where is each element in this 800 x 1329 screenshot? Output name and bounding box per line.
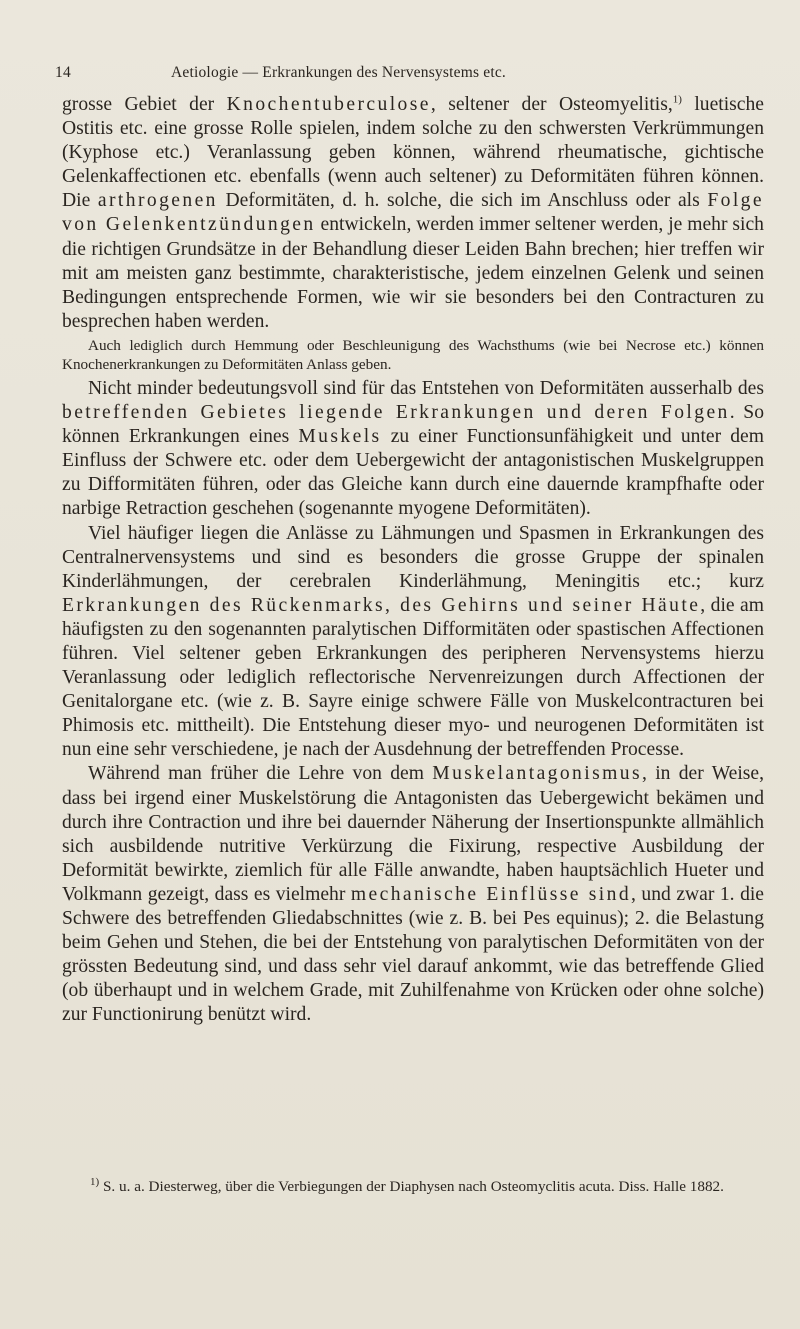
text-run: , seltener der Osteomyelitis, bbox=[430, 94, 673, 115]
footnote bbox=[62, 1177, 764, 1197]
footnote-text: S. u. a. Diesterweg, über die Verbiegungen der Diaphysen nach Osteomyclitis acuta. Diss. Halle 1882. bbox=[99, 1178, 724, 1195]
text-run: entwickeln, werden immer seltener werden, je mehr sich die richtigen Grundsätze in der Behandlung dieser Leiden Bahn brechen; hier treffen wir mit am meisten ganz bestimmte, charakteristische, jedem einzelnen Gelenk und seinen Bedingungen entsprechende Formen, wie wir sie besonders bei den Contracturen zu besprechen haben werden. bbox=[62, 214, 764, 332]
emphasized-text: Knochentuberculose bbox=[226, 94, 431, 115]
text-run: . So können Erkrankungen eines bbox=[62, 402, 764, 448]
text-run: , die am häufigsten zu den sogenannten paralytischen Difformitäten oder spastischen Affectionen führen. Viel seltener geben Erkrankungen des peripheren Nervensystems hierzu Veranlassung oder lediglich reflectorische Nervenreizungen durch Affectionen der Genitalorgane etc. (wie z. B. Sayre einige schwere Fälle von Muskelcontracturen bei Phimosis etc. mittheilt). Die Entstehung dieser myo- und neurogenen Deformitäten ist nun eine sehr verschiedene, je nach der Ausdehnung der betreffenden Processe. bbox=[62, 594, 764, 761]
emphasized-text: mechanische Einflüsse sind bbox=[350, 883, 632, 905]
page-header bbox=[55, 64, 767, 86]
text-run: zu einer Functionsunfähigkeit und unter dem Einfluss der Schwere etc. oder dem Uebergewicht der antagonistischen Muskelgruppen zu Difformitäten führen, oder das Gleiche kann durch eine dauernde krampfhafte oder narbige Retraction geschehen (sogenannte myogene Deformitäten). bbox=[62, 426, 764, 520]
page-number: 14 bbox=[55, 64, 71, 81]
text-run: Auch lediglich durch Hemmung oder Beschleunigung des Wachsthums (wie bei Necrose etc.) können Knochenerkrankungen zu Deformitäten Anlass geben. bbox=[62, 336, 764, 373]
main-text bbox=[62, 93, 764, 1027]
emphasized-text: Erkrankungen des Rückenmarks, des Gehirns und seiner Häute bbox=[62, 594, 701, 616]
emphasized-text: betreffenden Gebietes liegende Erkrankungen und deren Folgen bbox=[62, 402, 730, 424]
text-run: luetische Ostitis etc. eine grosse Rolle spielen, indem solche zu den schwersten Verkrümmungen (Kyphose etc.) Veranlassung geben können, während rheumatische, gichtische Gelenkaffectionen etc. ebenfalls (wenn auch seltener) zu Deformitäten führen können. Die bbox=[62, 94, 764, 212]
emphasized-text: arthrogenen bbox=[97, 190, 218, 212]
text-run: Nicht minder bedeutungsvoll sind für das Entstehen von Deformitäten ausserhalb des bbox=[88, 377, 764, 399]
footnote-paragraph bbox=[62, 1177, 764, 1197]
emphasized-text: Muskelantagonismus bbox=[432, 763, 642, 785]
text-run: grosse Gebiet der bbox=[62, 94, 227, 115]
paragraph bbox=[62, 93, 764, 334]
text-run: Deformitäten, d. h. solche, die sich im Anschluss oder als bbox=[217, 190, 708, 212]
footnote-reference: 1) bbox=[672, 93, 682, 106]
text-run: , in der Weise, dass bei irgend einer Muskelstörung die Antagonisten das Uebergewicht bekämen und durch ihre Contraction und ihre bei dauernder Näherung der Insertionspunkte allmählich sich ausbildende nutritive Verkürzung die Fixirung, respective Ausbildung der Deformität bewirkte, ziemlich für alle Fälle anwandte, haben hauptsächlich Hueter und Volkmann gezeigt, dass es vielmehr bbox=[62, 763, 764, 905]
text-run: Während man früher die Lehre von dem bbox=[88, 763, 433, 785]
paragraph bbox=[62, 377, 764, 522]
paragraph bbox=[62, 522, 764, 763]
small-print-paragraph bbox=[62, 336, 764, 374]
text-run: , und zwar 1. die Schwere des betreffenden Gliedabschnittes (wie z. B. bei Pes equinus); 2. die Belastung beim Gehen und Stehen, die bei der Entstehung von paralytischen Deformitäten von der grössten Bedeutung sind, und dass sehr viel darauf ankommt, wie das betreffende Glied (ob überhaupt und in welchem Grade, mit Zuhilfenahme von Krücken oder ohne solche) zur Functionirung benützt wird. bbox=[62, 883, 765, 1026]
paragraph bbox=[62, 762, 764, 1027]
running-title: Aetiologie — Erkrankungen des Nervensystems etc. bbox=[171, 64, 507, 81]
footnote-marker: 1) bbox=[90, 1175, 100, 1188]
emphasized-text: Muskels bbox=[298, 426, 382, 448]
emphasized-text: Folge von Gelenkentzündungen bbox=[62, 190, 764, 236]
text-run: Viel häufiger liegen die Anlässe zu Lähmungen und Spasmen in Erkrankungen des Centralnervensystems und sind es besonders die grosse Gruppe der spinalen Kinderlähmungen, der cerebralen Kinderlähmung, Meningitis etc.; kurz bbox=[62, 522, 764, 592]
